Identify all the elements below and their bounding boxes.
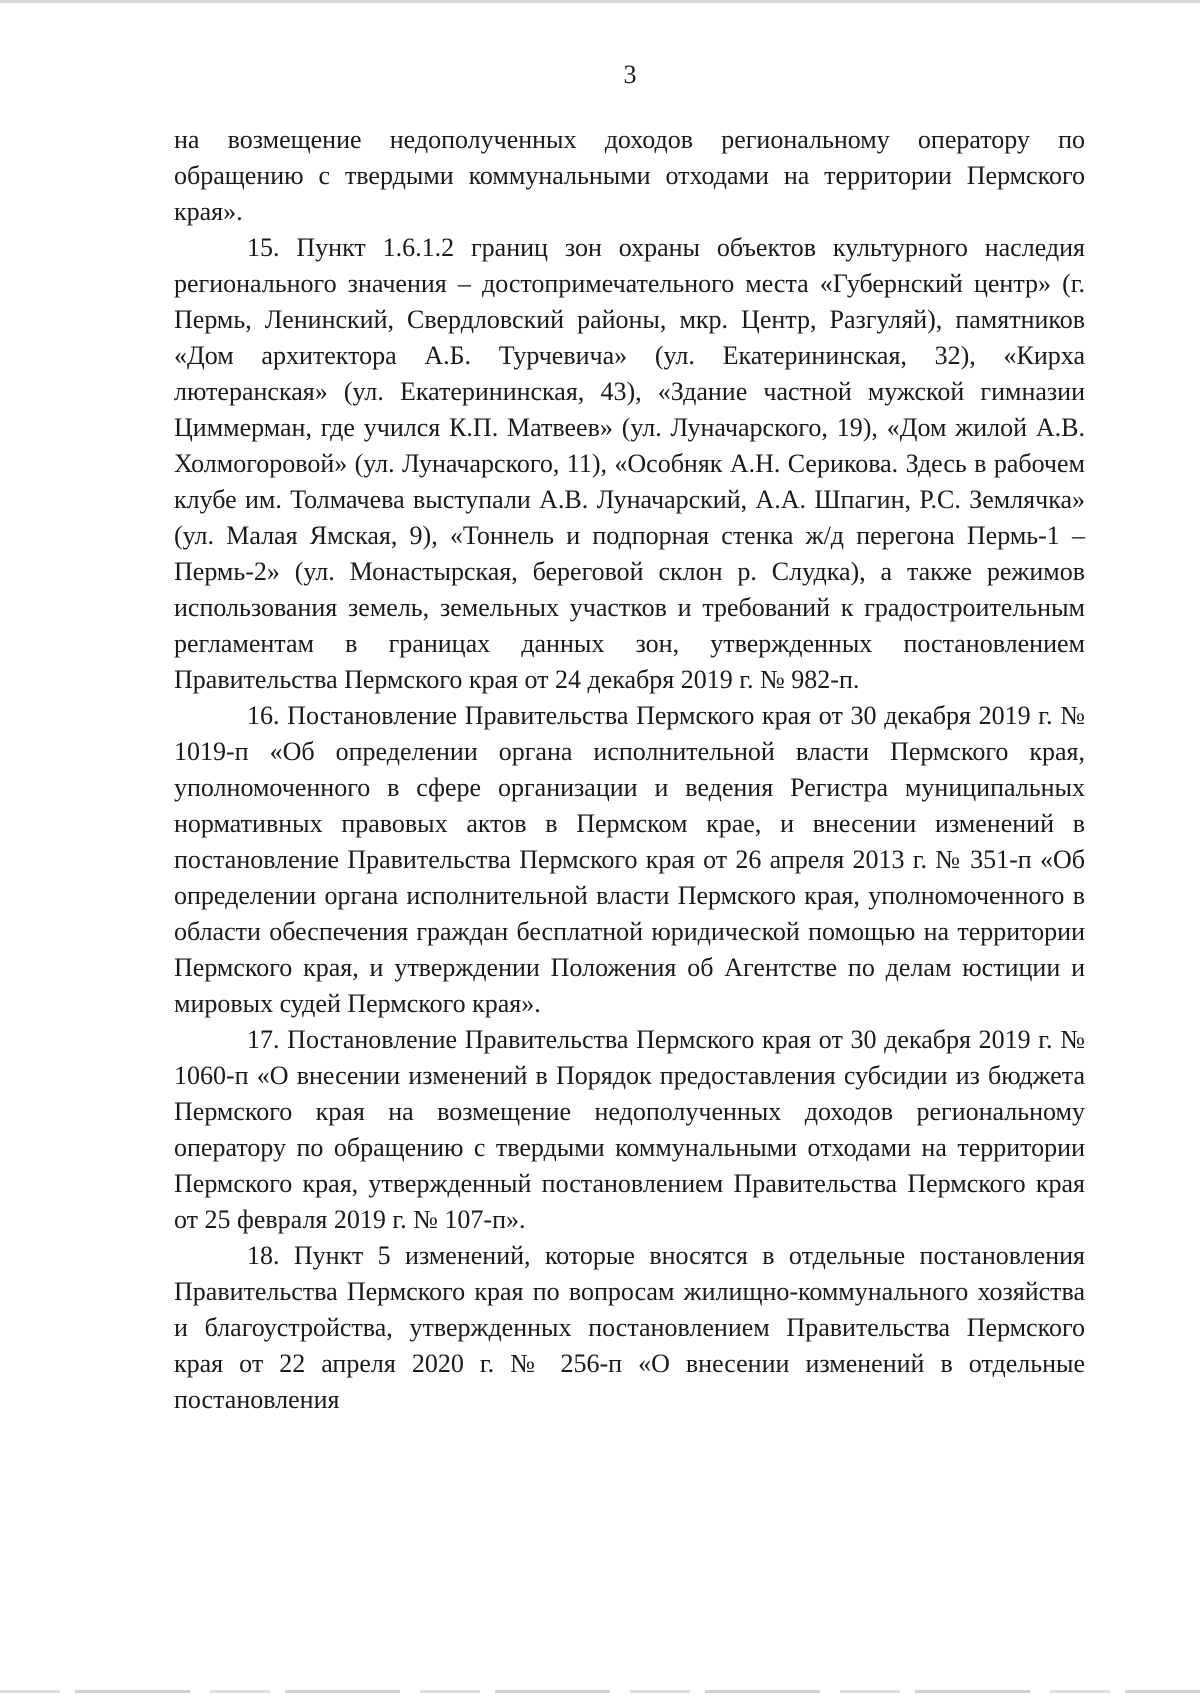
page-bottom-edge <box>0 1690 1200 1693</box>
paragraph-item-17: 17. Постановление Правительства Пермского края от 30 декабря 2019 г. № 1060-п «О внесении изменений в Порядок предоставления субсидии из бюджета Пермского края на возмещение недополученных доходов региональному оператору по обращению с твердыми коммунальными отходами на территории Пермского края, утвержденный постановлением Правительства Пермского края от 25 февраля 2019 г. № 107-п». <box>174 1025 1085 1234</box>
paragraph-item-15: 15. Пункт 1.6.1.2 границ зон охраны объектов культурного наследия регионального значения – достопримечательного места «Губернский центр» (г. Пермь, Ленинский, Свердловский районы, мкр. Центр, Разгуляй), памятников «Дом архитектора А.Б. Турчевича» (ул. Екатерининская, 32), «Кирха лютеранская» (ул. Екатерининская, 43), «Здание частной мужской гимназии Циммерман, где учился К.П. Матвеев» (ул. Луначарского, 19), «Дом жилой А.В. Холмогоровой» (ул. Луначарского, 11), «Особняк А.Н. Серикова. Здесь в рабочем клубе им. Толмачева выступали А.В. Луначарский, А.А. Шпагин, Р.С. Землячка» (ул. Малая Ямская, 9), «Тоннель и подпорная стенка ж/д перегона Пермь-1 – Пермь-2» (ул. Монастырская, береговой склон р. Слудка), а также режимов использования земель, земельных участков и требований к градостроительным регламентам в границах данных зон, утвержденных постановлением Правительства Пермского края от 24 декабря 2019 г. № 982-п. <box>174 233 1085 694</box>
paragraph-continuation: на возмещение недополученных доходов региональному оператору по обращению с твердыми коммунальными отходами на территории Пермского края». <box>174 125 1085 226</box>
paragraph-item-18: 18. Пункт 5 изменений, которые вносятся в отдельные постановления Правительства Пермского края по вопросам жилищно-коммунального хозяйства и благоустройства, утвержденных постановлением Правительства Пермского края от 22 апреля 2020 г. № 256-п «О внесении изменений в отдельные постановления <box>174 1241 1085 1414</box>
page-top-edge <box>0 0 1200 3</box>
paragraph-item-16: 16. Постановление Правительства Пермского края от 30 декабря 2019 г. № 1019-п «Об определении органа исполнительной власти Пермского края, уполномоченного в сфере организации и ведения Регистра муниципальных нормативных правовых актов в Пермском крае, и внесении изменений в постановление Правительства Пермского края от 26 апреля 2013 г. № 351-п «Об определении органа исполнительной власти Пермского края, уполномоченного в области обеспечения граждан бесплатной юридической помощью на территории Пермского края, и утверждении Положения об Агентстве по делам юстиции и мировых судей Пермского края». <box>174 701 1085 1018</box>
page-number: 3 <box>623 60 637 89</box>
document-body <box>174 122 1085 1418</box>
